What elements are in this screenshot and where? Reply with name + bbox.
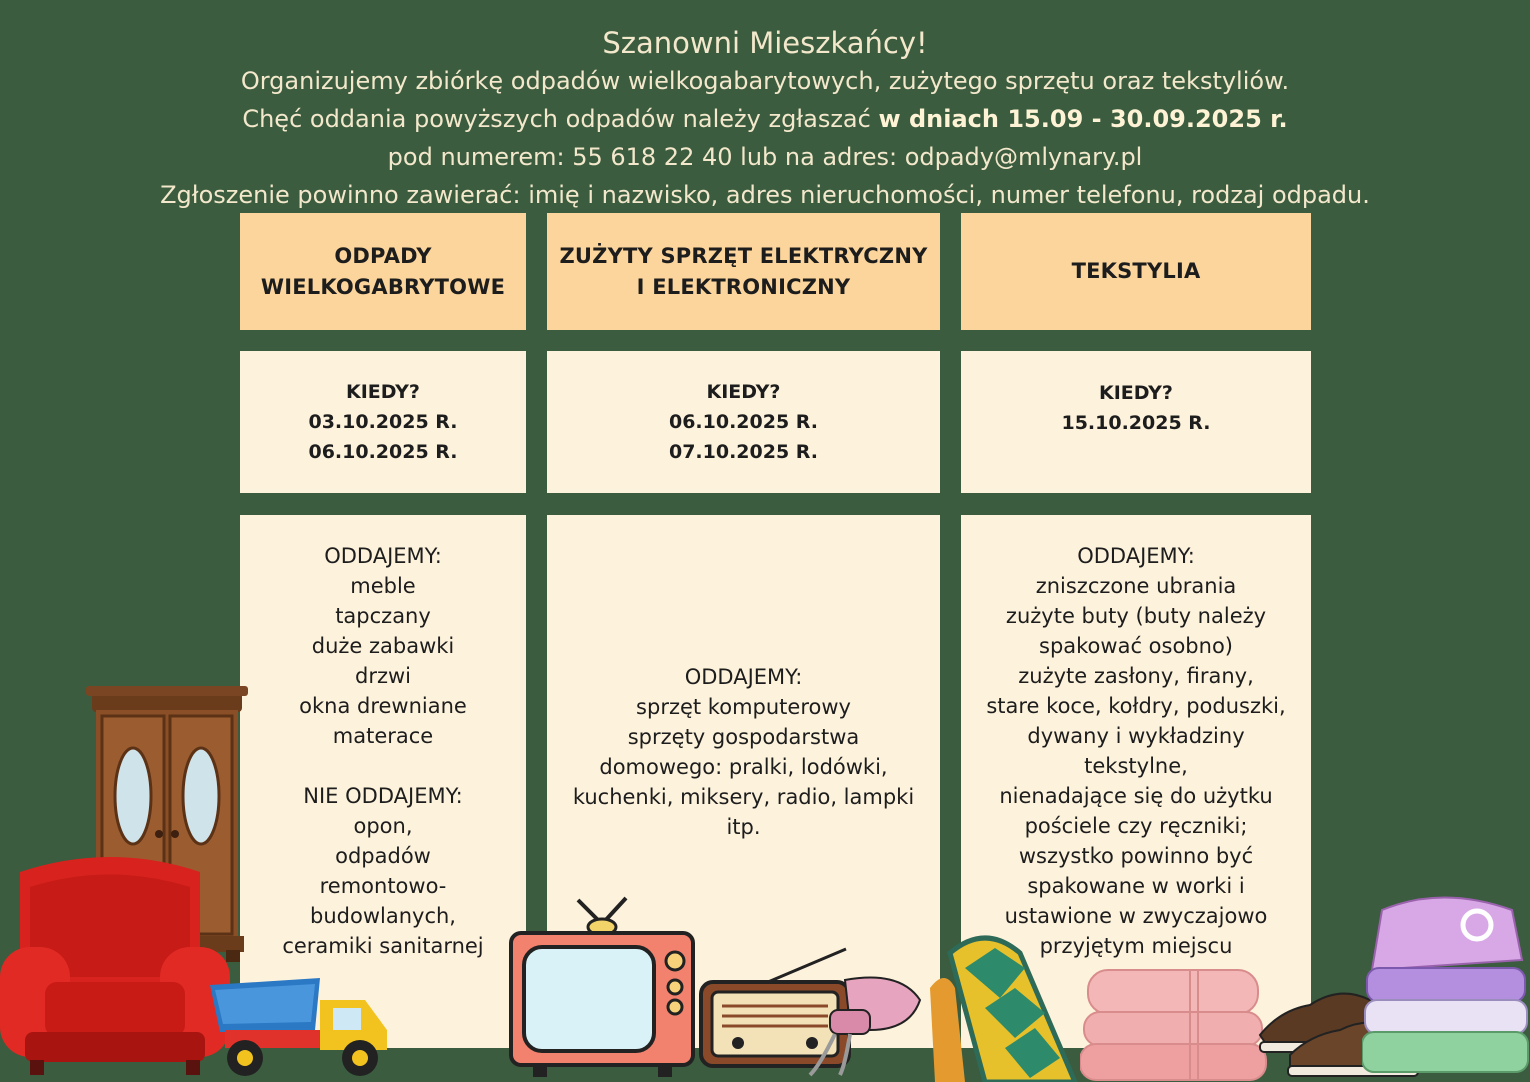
list-item: spakowane w worki i xyxy=(1027,874,1245,898)
greeting: Szanowni Mieszkańcy! xyxy=(602,26,928,60)
intro-line: Organizujemy zbiórkę odpadów wielkogabarytowych, zużytego sprzętu oraz tekstyliów. xyxy=(240,67,1290,95)
when-card-bulky xyxy=(240,351,526,493)
list-item: sprzęt komputerowy xyxy=(636,694,851,719)
folded-clothes-icon xyxy=(1362,890,1530,1082)
when-label: KIEDY? xyxy=(706,381,781,403)
date: 06.10.2025 R. xyxy=(668,411,818,433)
list-item: sprzęty gospodarstwa xyxy=(627,724,860,749)
when-label: KIEDY? xyxy=(346,381,420,403)
list-item: ceramiki sanitarnej xyxy=(282,934,484,958)
column-header-textiles xyxy=(961,213,1311,330)
list-item: remontowo- xyxy=(319,874,447,898)
list-item: pościele czy ręczniki; xyxy=(1024,814,1248,838)
list-item: spakować osobno) xyxy=(1039,634,1233,658)
column-title-line: WIELKOGABRYTOWE xyxy=(260,274,506,299)
column-title-line: TEKSTYLIA xyxy=(1071,259,1201,283)
date: 03.10.2025 R. xyxy=(308,411,458,433)
list-item: kuchenki, miksery, radio, lampki xyxy=(572,784,915,809)
list-item: itp. xyxy=(726,814,761,839)
list-item: drzwi xyxy=(355,664,411,688)
rug-icon xyxy=(925,928,1100,1082)
reject-label: NIE ODDAJEMY: xyxy=(303,784,463,808)
list-item: przyjętym miejscu xyxy=(1039,934,1233,958)
accept-label: ODDAJEMY: xyxy=(324,544,442,568)
report-dates-line xyxy=(0,100,1530,138)
accept-label: ODDAJEMY: xyxy=(684,664,803,689)
column-title-line: ZUŻYTY SPRZĘT ELEKTRYCZNY xyxy=(559,243,928,268)
list-item: zużyte zasłony, firany, xyxy=(1018,664,1254,688)
report-dates-prefix: Chęć oddania powyższych odpadów należy zgłaszać xyxy=(242,105,879,133)
list-item: tapczany xyxy=(335,604,431,628)
date: 07.10.2025 R. xyxy=(668,441,818,463)
contact-line: pod numerem: 55 618 22 40 lub na adres: odpady@mlynary.pl xyxy=(387,143,1143,171)
header xyxy=(0,24,1530,214)
list-item: okna drewniane xyxy=(299,694,467,718)
list-item: dywany i wykładziny xyxy=(1027,724,1245,748)
column-header-electronics xyxy=(547,213,940,330)
report-dates-bold: w dniach 15.09 - 30.09.2025 r. xyxy=(878,105,1288,133)
toy-truck-icon xyxy=(205,970,400,1080)
list-item: tekstylne, xyxy=(1084,754,1188,778)
column-title-line: I ELEKTRONICZNY xyxy=(636,274,851,299)
list-item: nienadające się do użytku xyxy=(999,784,1273,808)
list-item: zużyte buty (buty należy xyxy=(1005,604,1267,628)
list-item: wszystko powinno być xyxy=(1018,844,1254,868)
list-item: stare koce, kołdry, poduszki, xyxy=(986,694,1286,718)
list-item: ustawione w zwyczajowo xyxy=(1004,904,1268,928)
date: 06.10.2025 R. xyxy=(308,441,458,463)
column-header-bulky xyxy=(240,213,526,330)
accept-label: ODDAJEMY: xyxy=(1077,544,1195,568)
date: 15.10.2025 R. xyxy=(1061,412,1211,434)
list-item: opon, xyxy=(353,814,413,838)
requirements-line: Zgłoszenie powinno zawierać: imię i nazwisko, adres nieruchomości, numer telefonu, rodzaj odpadu. xyxy=(160,181,1370,209)
list-item: odpadów xyxy=(335,844,431,868)
column-title-line: ODPADY xyxy=(334,243,432,268)
armchair-icon xyxy=(0,852,230,1077)
list-item: budowlanych, xyxy=(310,904,456,928)
list-item: domowego: pralki, lodówki, xyxy=(599,754,888,779)
details-card-bulky xyxy=(240,515,526,1048)
when-card-textiles xyxy=(961,351,1311,493)
when-label: KIEDY? xyxy=(1099,382,1173,404)
when-card-electronics xyxy=(547,351,940,493)
list-item: zniszczone ubrania xyxy=(1035,574,1237,598)
list-item: materace xyxy=(332,724,434,748)
list-item: meble xyxy=(350,574,416,598)
tv-icon xyxy=(508,895,698,1080)
towels-icon xyxy=(1080,962,1270,1082)
mixer-icon xyxy=(790,970,930,1080)
list-item: duże zabawki xyxy=(311,634,455,658)
